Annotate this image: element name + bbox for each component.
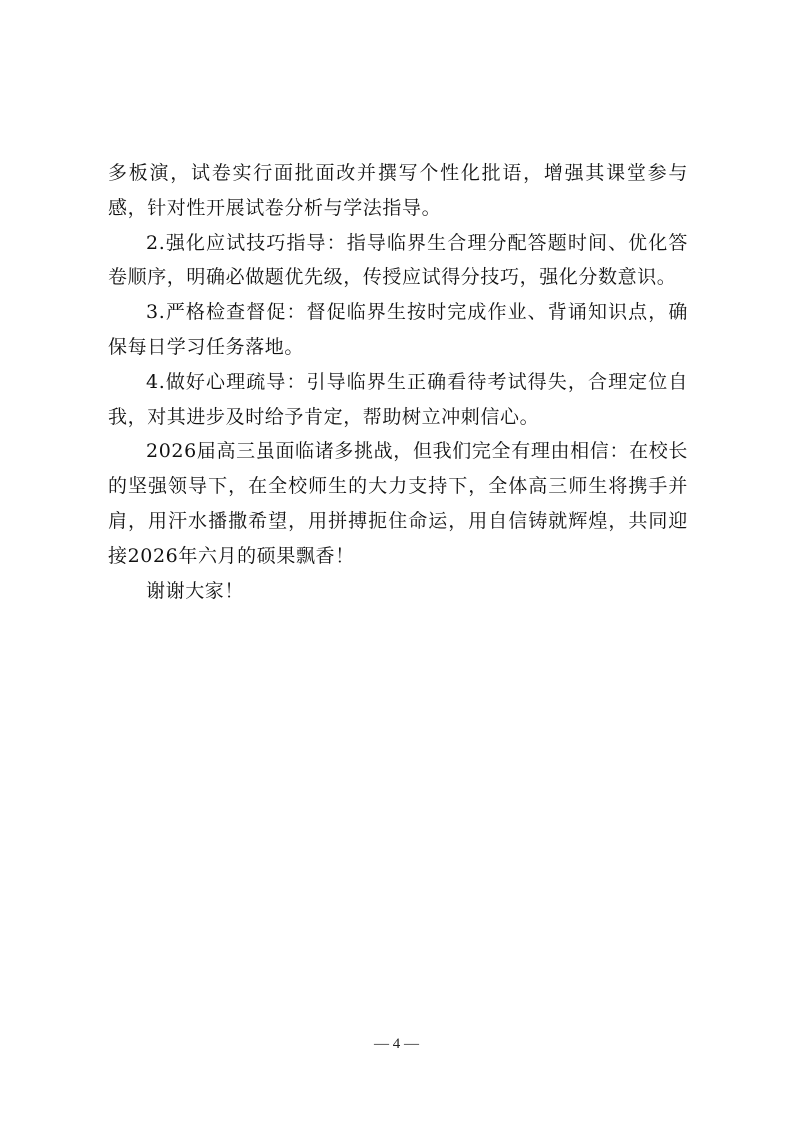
paragraph-supervision: 3.严格检查督促：督促临界生按时完成作业、背诵知识点，确保每日学习任务落地。 <box>108 301 688 358</box>
paragraph-counseling: 4.做好心理疏导：引导临界生正确看待考试得失，合理定位自我，对其进步及时给予肯定，帮助树立冲刺信心。 <box>108 370 688 428</box>
paragraph-test-skills: 2.强化应试技巧指导：指导临界生合理分配答题时间、优化答卷顺序，明确必做题优先级，传授应试得分技巧，强化分数意识。 <box>108 231 688 289</box>
page-number: — 4 — <box>374 1036 419 1052</box>
paragraph-conclusion: 2026届高三虽面临诸多挑战，但我们完全有理由相信：在校长的坚强领导下，在全校师生的大力支持下，全体高三师生将携手并肩，用汗水播撒希望，用拼搏扼住命运，用自信铸就辉煌，共同迎接2026年六月的硕果飘香！ <box>108 440 688 567</box>
paragraph-thanks: 谢谢大家！ <box>146 579 245 602</box>
paragraph-continuation: 多板演，试卷实行面批面改并撰写个性化批语，增强其课堂参与感，针对性开展试卷分析与学法指导。 <box>108 162 688 219</box>
document-body <box>108 156 688 608</box>
